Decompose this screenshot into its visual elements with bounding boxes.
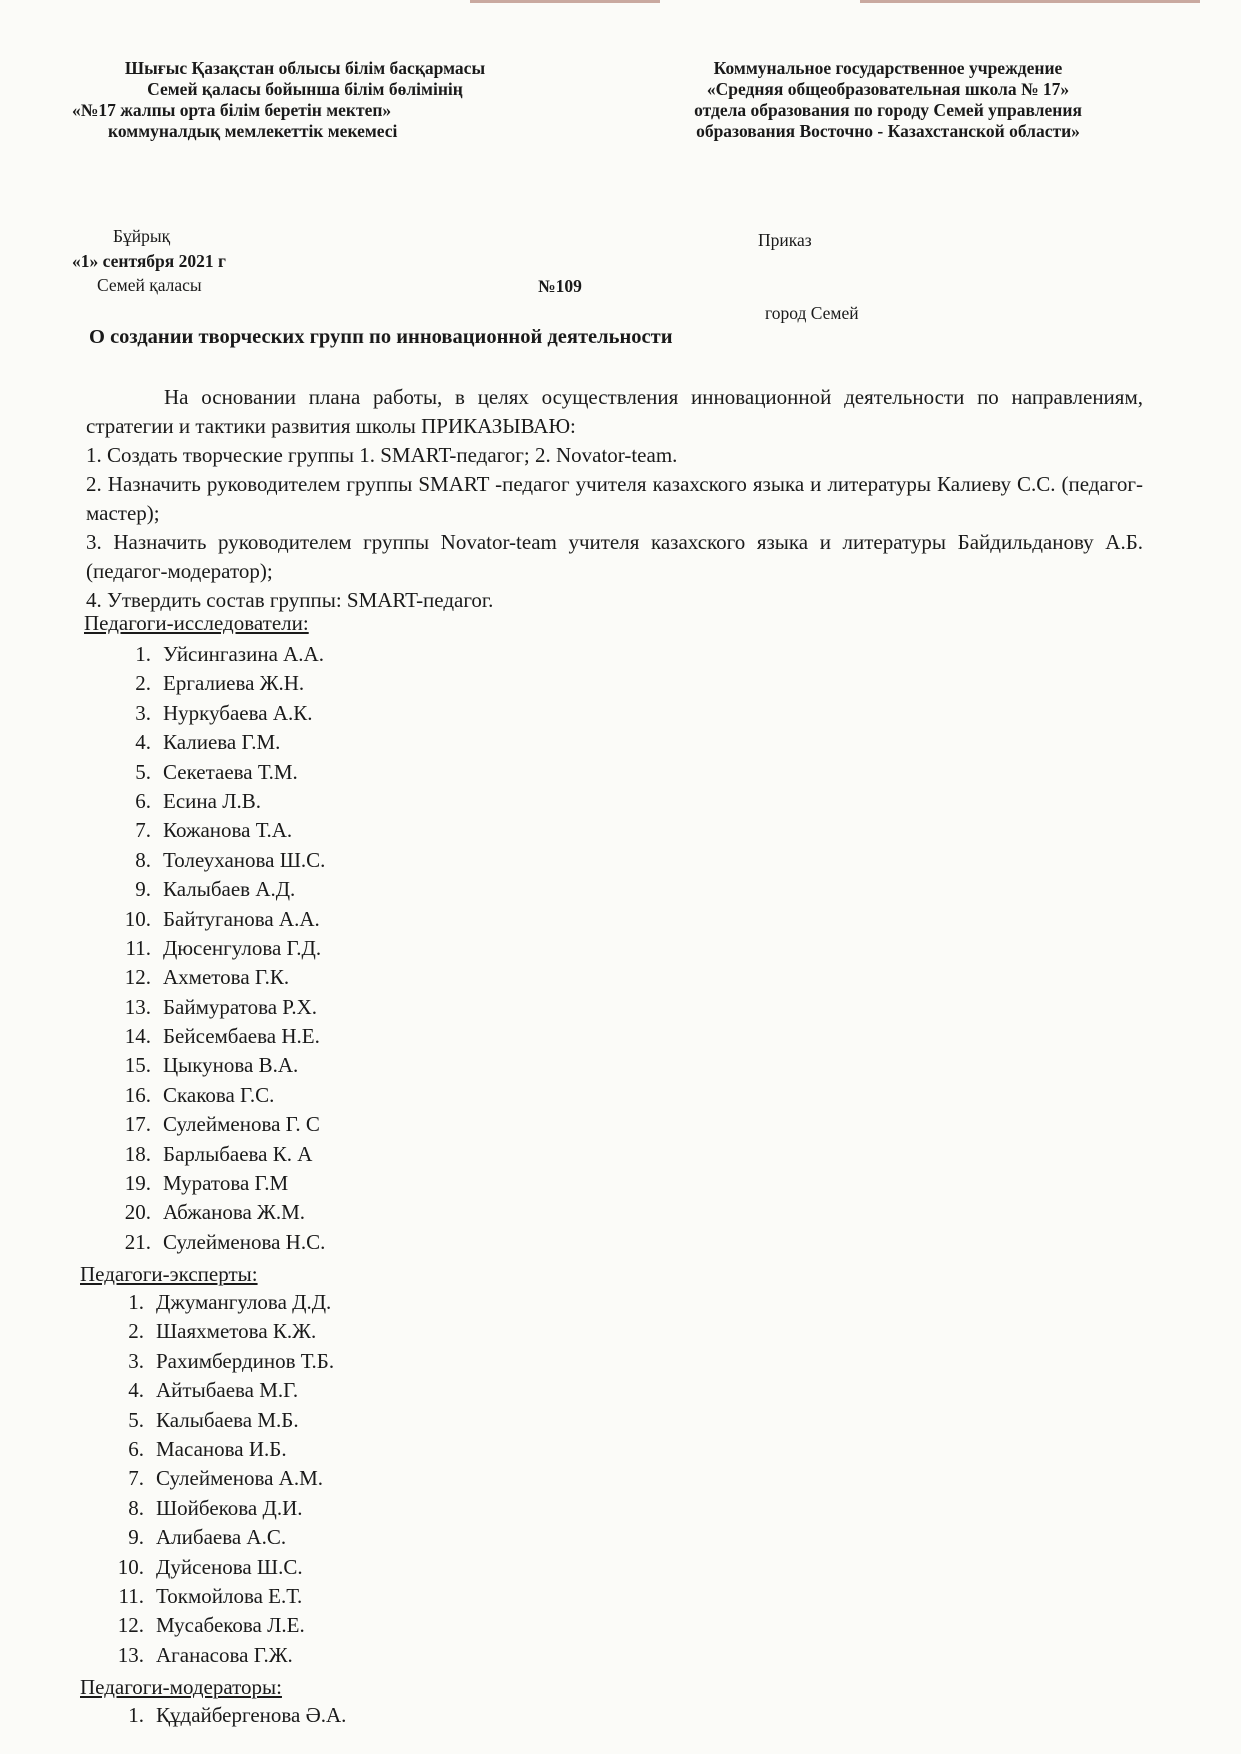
- list-item: [107, 1464, 607, 1493]
- list-item-name: Айтыбаева М.Г.: [156, 1378, 299, 1403]
- list-item: [114, 1140, 614, 1169]
- document-title: О создании творческих групп по инновационной деятельности: [89, 326, 673, 348]
- list-item-number: 10.: [117, 1554, 144, 1579]
- list-item: [114, 1051, 614, 1080]
- header-right-line: отдела образования по городу Семей управления: [694, 100, 1082, 120]
- list-item-number: 9.: [135, 877, 151, 902]
- list-item-number: 15.: [124, 1053, 151, 1078]
- list-item-name: Бейсембаева Н.Е.: [163, 1024, 320, 1049]
- list-item-name: Байтуганова А.А.: [163, 906, 320, 931]
- list-item-number: 6.: [135, 788, 151, 813]
- list-item-name: Токмойлова Е.Т.: [156, 1583, 303, 1608]
- list-item: [107, 1288, 607, 1317]
- list-item-name: Алибаева А.С.: [156, 1525, 287, 1550]
- list-item-number: 3.: [135, 700, 151, 725]
- header-left-line: коммуналдық мемлекеттік мекемесі: [108, 121, 398, 141]
- list-item: [107, 1582, 607, 1611]
- list-item-number: 13.: [124, 994, 151, 1019]
- list-item: [107, 1376, 607, 1405]
- header-left-line: Шығыс Қазақстан облысы білім басқармасы: [124, 58, 486, 78]
- list-item-number: 2.: [128, 1319, 144, 1344]
- list-item: [107, 1611, 607, 1640]
- header-right-line: «Средняя общеобразовательная школа № 17»: [706, 79, 1070, 99]
- list-item: [114, 905, 614, 934]
- list-item: [114, 846, 614, 875]
- list-item-number: 1.: [128, 1290, 144, 1314]
- scan-edge-mark: [860, 0, 1200, 3]
- order-city-ru: город Семей: [765, 303, 859, 323]
- list-item-number: 1.: [128, 1703, 144, 1727]
- list-item-number: 10.: [124, 906, 151, 931]
- list-item-name: Джумангулова Д.Д.: [156, 1290, 332, 1314]
- list-item-number: 5.: [135, 759, 151, 784]
- list-item-name: Цыкунова В.А.: [163, 1053, 299, 1078]
- header-left: [70, 58, 540, 142]
- list-item: [114, 728, 614, 757]
- list-item-name: Мусабекова Л.Е.: [156, 1613, 305, 1638]
- list-item-name: Кожанова Т.А.: [163, 818, 293, 843]
- list-item: [114, 1022, 614, 1051]
- list-item-number: 16.: [124, 1082, 151, 1107]
- section-heading-experts: Педагоги-эксперты:: [80, 1262, 258, 1286]
- order-item-4: 4. Утвердить состав группы: SMART-педагог.: [86, 588, 494, 612]
- list-item-name: Шойбекова Д.И.: [156, 1495, 303, 1520]
- header-right: [648, 58, 1128, 142]
- order-item-3: 3. Назначить руководителем группы Novator-team учителя казахского языка и литературы Байдильданову А.Б. (педагог-модератор);: [86, 530, 1143, 583]
- list-item-number: 19.: [124, 1171, 151, 1196]
- list-item-name: Уйсингазина А.А.: [163, 642, 324, 666]
- list-item-name: Ергалиева Ж.Н.: [163, 671, 305, 696]
- order-item-2: 2. Назначить руководителем группы SMART -педагог учителя казахского языка и литературы Калиеву С.С. (педагог-мастер);: [86, 472, 1143, 525]
- list-item: [114, 1169, 614, 1198]
- list-item: [107, 1435, 607, 1464]
- list-item-number: 6.: [128, 1436, 144, 1461]
- list-item-number: 9.: [128, 1525, 144, 1550]
- list-item-name: Құдайбергенова Ә.А.: [156, 1703, 347, 1727]
- list-item-name: Сулейменова А.М.: [156, 1466, 323, 1491]
- order-number: №109: [538, 276, 582, 296]
- list-item: [107, 1406, 607, 1435]
- list-item: [107, 1523, 607, 1552]
- list-item: [107, 1553, 607, 1582]
- list-item-name: Дуйсенова Ш.С.: [156, 1554, 303, 1579]
- list-item-number: 11.: [118, 1583, 144, 1608]
- list-item: [114, 1228, 614, 1257]
- order-date: «1» сентября 2021 г: [72, 251, 226, 271]
- list-item-number: 17.: [124, 1112, 151, 1137]
- list-item-number: 5.: [128, 1407, 144, 1432]
- list-item-name: Сулейменова Н.С.: [163, 1229, 326, 1254]
- list-item-name: Аганасова Г.Ж.: [156, 1642, 293, 1667]
- list-item-number: 8.: [128, 1495, 144, 1520]
- header-right-line: Коммунальное государственное учреждение: [713, 58, 1063, 78]
- list-item-number: 2.: [135, 671, 151, 696]
- list-item: [114, 934, 614, 963]
- list-item: [114, 669, 614, 698]
- list-item-name: Калыбаев А.Д.: [163, 877, 296, 902]
- section-heading-moderators: Педагоги-модераторы:: [80, 1675, 282, 1699]
- list-item: [114, 787, 614, 816]
- list-item-number: 13.: [117, 1642, 144, 1667]
- list-item: [114, 993, 614, 1022]
- list-item-name: Масанова И.Б.: [156, 1436, 287, 1461]
- list-item-number: 4.: [135, 730, 151, 755]
- order-label-kz: Бұйрық: [113, 226, 171, 246]
- order-body: [86, 383, 1143, 615]
- list-item: [114, 699, 614, 728]
- list-item-name: Барлыбаева К. А: [163, 1141, 313, 1166]
- list-item-number: 4.: [128, 1378, 144, 1403]
- list-item-name: Секетаева Т.М.: [163, 759, 298, 784]
- list-item-number: 12.: [117, 1613, 144, 1638]
- header-left-line: «№17 жалпы орта білім беретін мектеп»: [72, 100, 392, 120]
- order-city-kz: Семей қаласы: [97, 275, 202, 295]
- moderators-list: [107, 1701, 607, 1730]
- list-item-name: Толеуханова Ш.С.: [163, 847, 326, 872]
- list-item-number: 3.: [128, 1348, 144, 1373]
- order-item-1: 1. Создать творческие группы 1. SMART-педагог; 2. Novator-team.: [86, 443, 678, 467]
- list-item-name: Нуркубаева А.К.: [163, 700, 313, 725]
- list-item-name: Скакова Г.С.: [163, 1082, 275, 1107]
- list-item-number: 7.: [135, 818, 151, 843]
- list-item: [107, 1701, 607, 1730]
- scan-edge-mark: [470, 0, 660, 3]
- list-item-number: 11.: [125, 935, 151, 960]
- list-item-name: Калиева Г.М.: [163, 730, 281, 755]
- list-item-number: 20.: [124, 1200, 151, 1225]
- list-item-number: 18.: [124, 1141, 151, 1166]
- list-item-name: Рахимбердинов Т.Б.: [156, 1348, 335, 1373]
- researchers-list: [114, 640, 614, 1257]
- order-label-ru: Приказ: [758, 230, 812, 250]
- experts-list: [107, 1288, 607, 1670]
- list-item-number: 14.: [124, 1024, 151, 1049]
- list-item: [114, 1198, 614, 1227]
- list-item: [114, 875, 614, 904]
- section-heading-researchers: Педагоги-исследователи:: [84, 611, 309, 635]
- list-item-name: Баймуратова Р.Х.: [163, 994, 318, 1019]
- list-item-name: Сулейменова Г. С: [163, 1112, 320, 1137]
- list-item-number: 8.: [135, 847, 151, 872]
- list-item-name: Калыбаева М.Б.: [156, 1407, 299, 1432]
- list-item: [114, 758, 614, 787]
- header-right-line: образования Восточно - Казахстанской области»: [696, 121, 1080, 141]
- list-item: [114, 640, 614, 669]
- list-item: [114, 816, 614, 845]
- list-item: [107, 1641, 607, 1670]
- list-item: [114, 1081, 614, 1110]
- list-item-number: 21.: [124, 1229, 151, 1254]
- intro-paragraph: На основании плана работы, в целях осуществления инновационной деятельности по направлениям, стратегии и тактики развития школы ПРИКАЗЫВАЮ:: [86, 385, 1143, 438]
- list-item-name: Шаяхметова К.Ж.: [156, 1319, 317, 1344]
- list-item-name: Муратова Г.М: [163, 1171, 289, 1196]
- list-item: [107, 1317, 607, 1346]
- list-item-name: Абжанова Ж.М.: [163, 1200, 306, 1225]
- list-item-name: Есина Л.В.: [163, 788, 261, 813]
- list-item-name: Ахметова Г.К.: [163, 965, 290, 990]
- list-item: [114, 1110, 614, 1139]
- list-item-number: 1.: [135, 642, 151, 666]
- list-item-number: 7.: [128, 1466, 144, 1491]
- header-left-line: Семей қаласы бойынша білім бөлімінің: [147, 79, 463, 99]
- list-item: [107, 1494, 607, 1523]
- list-item-number: 12.: [124, 965, 151, 990]
- list-item: [114, 963, 614, 992]
- list-item-name: Дюсенгулова Г.Д.: [163, 935, 322, 960]
- list-item: [107, 1347, 607, 1376]
